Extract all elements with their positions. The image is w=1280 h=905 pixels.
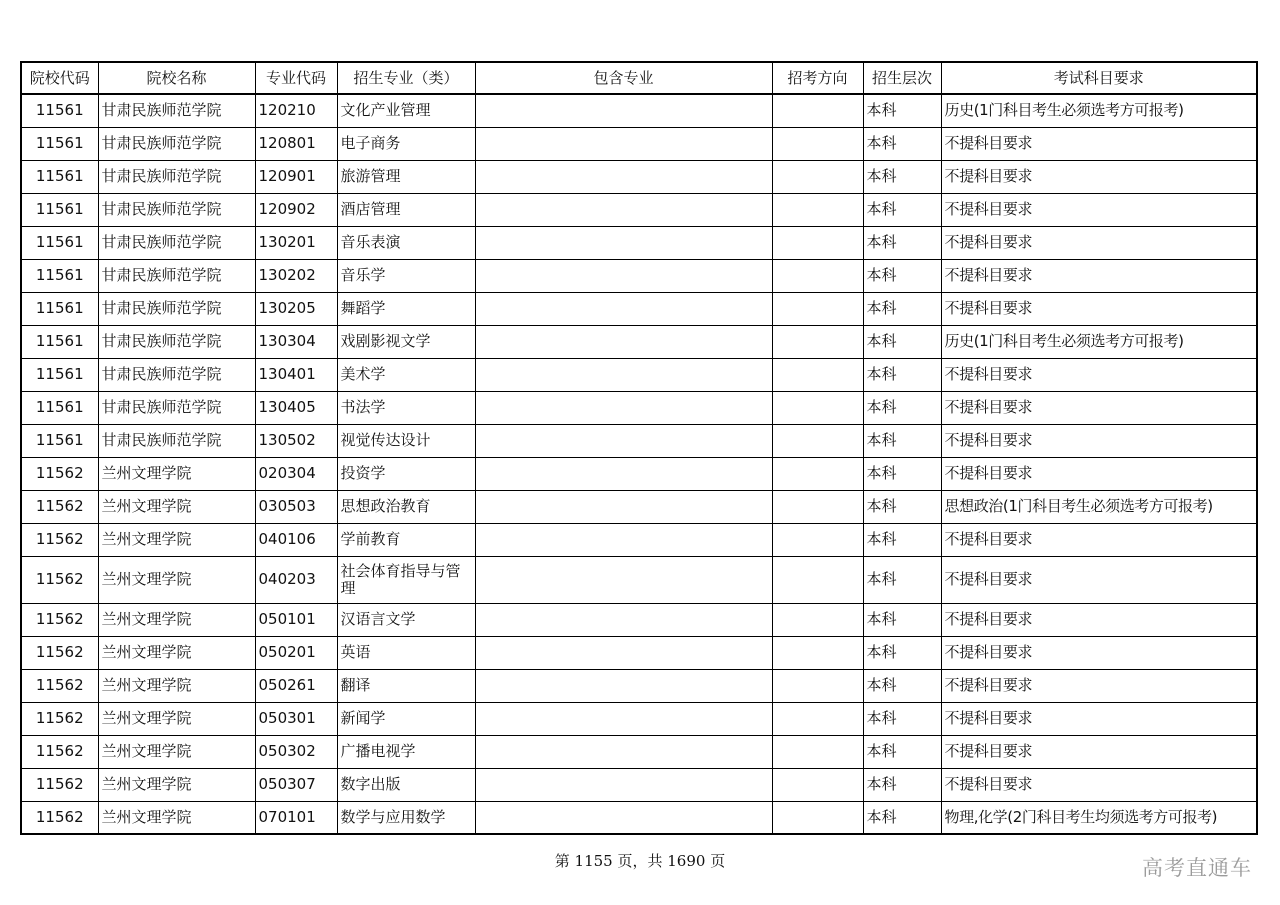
table-row bbox=[21, 127, 1257, 160]
cell-included-majors bbox=[475, 603, 772, 636]
cell-exam-requirement: 不提科目要求 bbox=[941, 768, 1257, 801]
cell-level: 本科 bbox=[863, 603, 941, 636]
table-row bbox=[21, 358, 1257, 391]
cell-exam-requirement: 不提科目要求 bbox=[941, 226, 1257, 259]
header-direction: 招考方向 bbox=[772, 62, 863, 94]
cell-major-code: 050307 bbox=[255, 768, 337, 801]
cell-included-majors bbox=[475, 424, 772, 457]
cell-level: 本科 bbox=[863, 457, 941, 490]
table-row bbox=[21, 768, 1257, 801]
cell-major-code: 040106 bbox=[255, 523, 337, 556]
cell-school-name: 甘肃民族师范学院 bbox=[98, 325, 255, 358]
cell-level: 本科 bbox=[863, 556, 941, 603]
cell-exam-requirement: 不提科目要求 bbox=[941, 702, 1257, 735]
cell-school-name: 甘肃民族师范学院 bbox=[98, 193, 255, 226]
table-row bbox=[21, 160, 1257, 193]
cell-school-name: 甘肃民族师范学院 bbox=[98, 292, 255, 325]
cell-school-name: 兰州文理学院 bbox=[98, 801, 255, 834]
cell-exam-requirement: 不提科目要求 bbox=[941, 457, 1257, 490]
cell-school-code: 11562 bbox=[21, 636, 98, 669]
cell-school-name: 兰州文理学院 bbox=[98, 556, 255, 603]
header-major-code: 专业代码 bbox=[255, 62, 337, 94]
cell-school-name: 兰州文理学院 bbox=[98, 768, 255, 801]
cell-major-name: 思想政治教育 bbox=[337, 490, 475, 523]
cell-exam-requirement: 不提科目要求 bbox=[941, 523, 1257, 556]
cell-school-code: 11562 bbox=[21, 457, 98, 490]
cell-level: 本科 bbox=[863, 768, 941, 801]
cell-major-name: 汉语言文学 bbox=[337, 603, 475, 636]
header-major-name: 招生专业（类） bbox=[337, 62, 475, 94]
cell-included-majors bbox=[475, 457, 772, 490]
table-row bbox=[21, 424, 1257, 457]
cell-direction bbox=[772, 193, 863, 226]
cell-school-code: 11561 bbox=[21, 292, 98, 325]
cell-school-name: 兰州文理学院 bbox=[98, 457, 255, 490]
cell-included-majors bbox=[475, 226, 772, 259]
page-number: 第 1155 页，共 1690 页 bbox=[554, 852, 726, 870]
cell-school-code: 11561 bbox=[21, 325, 98, 358]
cell-direction bbox=[772, 636, 863, 669]
cell-included-majors bbox=[475, 523, 772, 556]
header-included-majors: 包含专业 bbox=[475, 62, 772, 94]
cell-direction bbox=[772, 490, 863, 523]
cell-major-code: 130202 bbox=[255, 259, 337, 292]
cell-school-code: 11562 bbox=[21, 603, 98, 636]
cell-level: 本科 bbox=[863, 523, 941, 556]
cell-school-code: 11562 bbox=[21, 735, 98, 768]
cell-major-code: 070101 bbox=[255, 801, 337, 834]
cell-school-name: 甘肃民族师范学院 bbox=[98, 127, 255, 160]
cell-included-majors bbox=[475, 669, 772, 702]
table-body bbox=[21, 94, 1257, 834]
cell-exam-requirement: 历史(1门科目考生必须选考方可报考) bbox=[941, 325, 1257, 358]
cell-included-majors bbox=[475, 768, 772, 801]
cell-direction bbox=[772, 127, 863, 160]
table-row bbox=[21, 226, 1257, 259]
cell-included-majors bbox=[475, 325, 772, 358]
cell-direction bbox=[772, 160, 863, 193]
watermark-text: 高考直通车 bbox=[1142, 856, 1252, 880]
cell-school-code: 11561 bbox=[21, 391, 98, 424]
cell-major-name: 音乐学 bbox=[337, 259, 475, 292]
cell-direction bbox=[772, 94, 863, 127]
cell-included-majors bbox=[475, 556, 772, 603]
cell-school-code: 11562 bbox=[21, 490, 98, 523]
cell-school-name: 兰州文理学院 bbox=[98, 523, 255, 556]
table-row bbox=[21, 325, 1257, 358]
cell-included-majors bbox=[475, 735, 772, 768]
cell-direction bbox=[772, 801, 863, 834]
cell-direction bbox=[772, 603, 863, 636]
cell-included-majors bbox=[475, 358, 772, 391]
cell-school-code: 11561 bbox=[21, 358, 98, 391]
cell-major-code: 130205 bbox=[255, 292, 337, 325]
cell-direction bbox=[772, 424, 863, 457]
cell-included-majors bbox=[475, 292, 772, 325]
cell-included-majors bbox=[475, 259, 772, 292]
cell-school-code: 11561 bbox=[21, 424, 98, 457]
cell-level: 本科 bbox=[863, 127, 941, 160]
cell-level: 本科 bbox=[863, 424, 941, 457]
table-row bbox=[21, 193, 1257, 226]
cell-school-name: 兰州文理学院 bbox=[98, 636, 255, 669]
cell-major-name: 舞蹈学 bbox=[337, 292, 475, 325]
cell-included-majors bbox=[475, 702, 772, 735]
table-row bbox=[21, 523, 1257, 556]
cell-major-name: 英语 bbox=[337, 636, 475, 669]
table-row bbox=[21, 702, 1257, 735]
cell-level: 本科 bbox=[863, 94, 941, 127]
cell-major-code: 050201 bbox=[255, 636, 337, 669]
cell-major-code: 050261 bbox=[255, 669, 337, 702]
cell-level: 本科 bbox=[863, 391, 941, 424]
cell-school-code: 11561 bbox=[21, 127, 98, 160]
cell-direction bbox=[772, 391, 863, 424]
header-school-name: 院校名称 bbox=[98, 62, 255, 94]
cell-level: 本科 bbox=[863, 490, 941, 523]
cell-level: 本科 bbox=[863, 193, 941, 226]
cell-major-code: 120801 bbox=[255, 127, 337, 160]
cell-major-code: 130502 bbox=[255, 424, 337, 457]
cell-exam-requirement: 不提科目要求 bbox=[941, 127, 1257, 160]
cell-level: 本科 bbox=[863, 702, 941, 735]
cell-included-majors bbox=[475, 636, 772, 669]
cell-direction bbox=[772, 768, 863, 801]
cell-exam-requirement: 不提科目要求 bbox=[941, 391, 1257, 424]
cell-exam-requirement: 物理,化学(2门科目考生均须选考方可报考) bbox=[941, 801, 1257, 834]
cell-included-majors bbox=[475, 94, 772, 127]
cell-school-name: 甘肃民族师范学院 bbox=[98, 94, 255, 127]
cell-direction bbox=[772, 292, 863, 325]
cell-major-code: 050301 bbox=[255, 702, 337, 735]
cell-major-name: 社会体育指导与管理 bbox=[337, 556, 475, 603]
cell-school-code: 11562 bbox=[21, 702, 98, 735]
table-row bbox=[21, 603, 1257, 636]
cell-school-name: 兰州文理学院 bbox=[98, 490, 255, 523]
cell-major-name: 新闻学 bbox=[337, 702, 475, 735]
cell-school-name: 甘肃民族师范学院 bbox=[98, 259, 255, 292]
cell-major-name: 翻译 bbox=[337, 669, 475, 702]
cell-exam-requirement: 不提科目要求 bbox=[941, 259, 1257, 292]
cell-included-majors bbox=[475, 193, 772, 226]
cell-school-code: 11562 bbox=[21, 669, 98, 702]
cell-major-name: 书法学 bbox=[337, 391, 475, 424]
cell-level: 本科 bbox=[863, 735, 941, 768]
cell-major-name: 音乐表演 bbox=[337, 226, 475, 259]
cell-major-code: 120901 bbox=[255, 160, 337, 193]
cell-major-name: 学前教育 bbox=[337, 523, 475, 556]
cell-direction bbox=[772, 735, 863, 768]
cell-exam-requirement: 思想政治(1门科目考生必须选考方可报考) bbox=[941, 490, 1257, 523]
cell-school-name: 甘肃民族师范学院 bbox=[98, 226, 255, 259]
table-header bbox=[21, 62, 1257, 94]
cell-school-name: 甘肃民族师范学院 bbox=[98, 391, 255, 424]
cell-direction bbox=[772, 523, 863, 556]
cell-school-code: 11562 bbox=[21, 523, 98, 556]
cell-major-code: 120210 bbox=[255, 94, 337, 127]
cell-included-majors bbox=[475, 160, 772, 193]
cell-level: 本科 bbox=[863, 358, 941, 391]
table-row bbox=[21, 801, 1257, 834]
cell-direction bbox=[772, 358, 863, 391]
cell-major-code: 050101 bbox=[255, 603, 337, 636]
cell-major-code: 120902 bbox=[255, 193, 337, 226]
cell-exam-requirement: 历史(1门科目考生必须选考方可报考) bbox=[941, 94, 1257, 127]
cell-school-name: 甘肃民族师范学院 bbox=[98, 358, 255, 391]
cell-included-majors bbox=[475, 801, 772, 834]
cell-school-code: 11561 bbox=[21, 226, 98, 259]
header-row bbox=[21, 62, 1257, 94]
cell-exam-requirement: 不提科目要求 bbox=[941, 292, 1257, 325]
cell-exam-requirement: 不提科目要求 bbox=[941, 358, 1257, 391]
cell-level: 本科 bbox=[863, 160, 941, 193]
table-row bbox=[21, 391, 1257, 424]
header-exam-requirement: 考试科目要求 bbox=[941, 62, 1257, 94]
cell-school-code: 11561 bbox=[21, 94, 98, 127]
cell-exam-requirement: 不提科目要求 bbox=[941, 424, 1257, 457]
cell-direction bbox=[772, 259, 863, 292]
cell-major-name: 数学与应用数学 bbox=[337, 801, 475, 834]
table-row bbox=[21, 292, 1257, 325]
cell-level: 本科 bbox=[863, 325, 941, 358]
cell-included-majors bbox=[475, 127, 772, 160]
cell-major-code: 050302 bbox=[255, 735, 337, 768]
cell-level: 本科 bbox=[863, 801, 941, 834]
cell-major-code: 040203 bbox=[255, 556, 337, 603]
cell-included-majors bbox=[475, 391, 772, 424]
cell-direction bbox=[772, 226, 863, 259]
enrollment-table bbox=[20, 61, 1258, 835]
cell-direction bbox=[772, 702, 863, 735]
cell-school-name: 兰州文理学院 bbox=[98, 735, 255, 768]
table-row bbox=[21, 259, 1257, 292]
cell-exam-requirement: 不提科目要求 bbox=[941, 160, 1257, 193]
table-row bbox=[21, 556, 1257, 603]
table-row bbox=[21, 636, 1257, 669]
cell-school-name: 兰州文理学院 bbox=[98, 702, 255, 735]
cell-school-name: 甘肃民族师范学院 bbox=[98, 424, 255, 457]
cell-level: 本科 bbox=[863, 226, 941, 259]
cell-exam-requirement: 不提科目要求 bbox=[941, 636, 1257, 669]
cell-school-code: 11562 bbox=[21, 768, 98, 801]
table-row bbox=[21, 735, 1257, 768]
cell-major-code: 130201 bbox=[255, 226, 337, 259]
cell-major-code: 030503 bbox=[255, 490, 337, 523]
cell-school-code: 11562 bbox=[21, 556, 98, 603]
cell-level: 本科 bbox=[863, 636, 941, 669]
cell-major-name: 广播电视学 bbox=[337, 735, 475, 768]
cell-major-code: 130405 bbox=[255, 391, 337, 424]
cell-major-code: 130401 bbox=[255, 358, 337, 391]
cell-major-name: 酒店管理 bbox=[337, 193, 475, 226]
cell-major-name: 数字出版 bbox=[337, 768, 475, 801]
cell-major-code: 020304 bbox=[255, 457, 337, 490]
table-row bbox=[21, 490, 1257, 523]
table-row bbox=[21, 457, 1257, 490]
cell-major-name: 旅游管理 bbox=[337, 160, 475, 193]
cell-major-name: 视觉传达设计 bbox=[337, 424, 475, 457]
cell-major-name: 戏剧影视文学 bbox=[337, 325, 475, 358]
header-level: 招生层次 bbox=[863, 62, 941, 94]
cell-school-name: 甘肃民族师范学院 bbox=[98, 160, 255, 193]
cell-exam-requirement: 不提科目要求 bbox=[941, 603, 1257, 636]
cell-direction bbox=[772, 457, 863, 490]
cell-major-name: 电子商务 bbox=[337, 127, 475, 160]
cell-school-name: 兰州文理学院 bbox=[98, 669, 255, 702]
header-school-code: 院校代码 bbox=[21, 62, 98, 94]
cell-school-code: 11561 bbox=[21, 193, 98, 226]
cell-major-name: 文化产业管理 bbox=[337, 94, 475, 127]
cell-exam-requirement: 不提科目要求 bbox=[941, 669, 1257, 702]
cell-exam-requirement: 不提科目要求 bbox=[941, 735, 1257, 768]
cell-exam-requirement: 不提科目要求 bbox=[941, 556, 1257, 603]
cell-major-name: 美术学 bbox=[337, 358, 475, 391]
cell-direction bbox=[772, 325, 863, 358]
cell-direction bbox=[772, 669, 863, 702]
cell-level: 本科 bbox=[863, 292, 941, 325]
cell-major-code: 130304 bbox=[255, 325, 337, 358]
cell-direction bbox=[772, 556, 863, 603]
cell-level: 本科 bbox=[863, 259, 941, 292]
cell-school-code: 11562 bbox=[21, 801, 98, 834]
cell-school-name: 兰州文理学院 bbox=[98, 603, 255, 636]
table-row bbox=[21, 669, 1257, 702]
cell-exam-requirement: 不提科目要求 bbox=[941, 193, 1257, 226]
cell-school-code: 11561 bbox=[21, 160, 98, 193]
cell-school-code: 11561 bbox=[21, 259, 98, 292]
table-row bbox=[21, 94, 1257, 127]
cell-level: 本科 bbox=[863, 669, 941, 702]
cell-major-name: 投资学 bbox=[337, 457, 475, 490]
cell-included-majors bbox=[475, 490, 772, 523]
